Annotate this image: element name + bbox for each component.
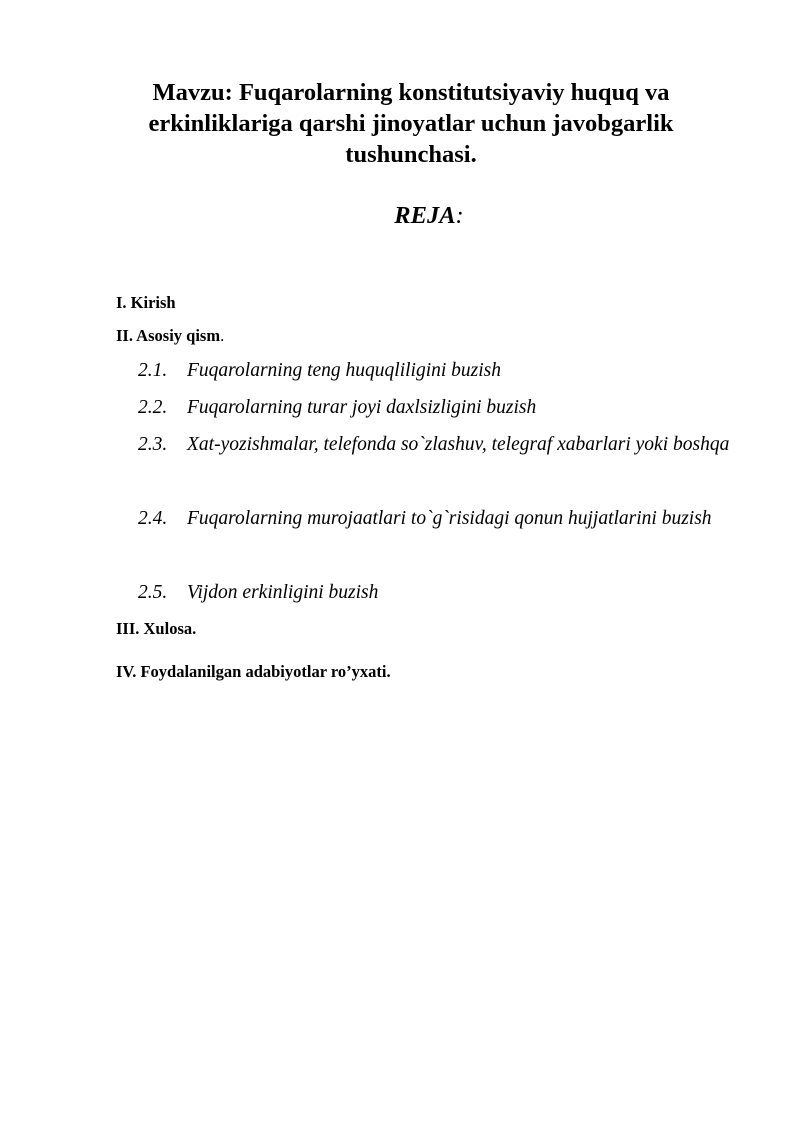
section-introduction (116, 292, 176, 314)
section-label: III. Xulosa. (116, 619, 197, 638)
document-title: Mavzu: Fuqarolarning konstitutsiyaviy huquq va erkinliklariga qarshi jinoyatlar uchun javobgarlik tushunchasi. (148, 79, 674, 168)
section-label-suffix: . (220, 326, 225, 345)
section-label: IV. Foydalanilgan adabiyotlar ro’yxati. (116, 662, 391, 681)
section-references (116, 661, 391, 683)
subsection-item (138, 426, 738, 463)
subsection-number: 2.4. (138, 508, 168, 529)
plan-heading-colon: : (455, 202, 464, 229)
section-label: I. Kirish (116, 293, 176, 312)
plan-heading-text: REJA (394, 202, 456, 229)
subsection-number: 2.3. (138, 434, 168, 455)
subsection-item (138, 574, 738, 611)
subsection-item (138, 500, 738, 537)
subsection-number: 2.2. (138, 397, 168, 418)
subsection-text: Fuqarolarning turar joyi daxlsizligini buzish (187, 397, 537, 418)
section-label: II. Asosiy qism (116, 326, 221, 345)
subsection-item (138, 352, 738, 389)
section-main-part (116, 325, 224, 347)
subsection-text: Fuqarolarning teng huquqliligini buzish (187, 360, 501, 381)
subsection-text: Vijdon erkinligini buzish (187, 582, 379, 603)
subsection-text: Xat-yozishmalar, telefonda so`zlashuv, telegraf xabarlari yoki boshqa (187, 434, 730, 455)
subsection-text: Fuqarolarning murojaatlari to`g`risidagi qonun hujjatlarini buzish (187, 508, 712, 529)
section-conclusion (116, 618, 196, 640)
subsection-number: 2.1. (138, 360, 168, 381)
plan-heading (300, 200, 558, 232)
subsection-number: 2.5. (138, 582, 168, 603)
subsection-item (138, 389, 738, 426)
